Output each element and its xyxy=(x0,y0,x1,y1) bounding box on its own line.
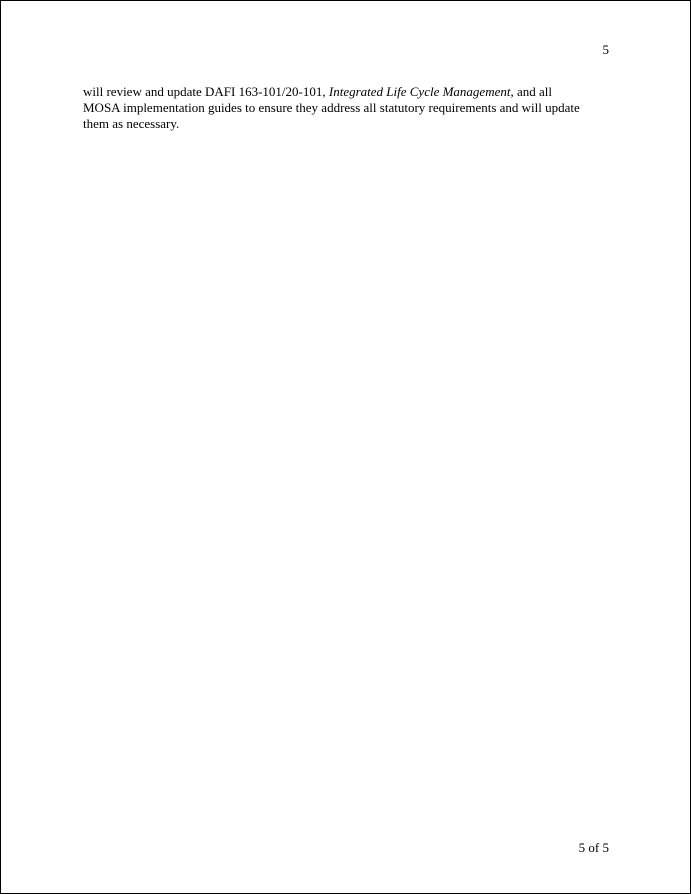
header-page-number: 5 xyxy=(602,42,609,57)
document-title-reference: Integrated Life Cycle Management xyxy=(328,84,511,99)
paragraph-line-2: MOSA implementation guides to ensure they address all statutory requirements and will update xyxy=(83,100,580,115)
body-paragraph xyxy=(83,84,623,132)
line-1-text-end: , and all xyxy=(510,84,552,99)
paragraph-line-1 xyxy=(83,84,623,100)
footer-page-count: 5 of 5 xyxy=(578,840,609,855)
paragraph-line-3: them as necessary. xyxy=(83,116,180,131)
line-1-text-start: will review and update DAFI 163-101/20-101, xyxy=(83,84,329,99)
